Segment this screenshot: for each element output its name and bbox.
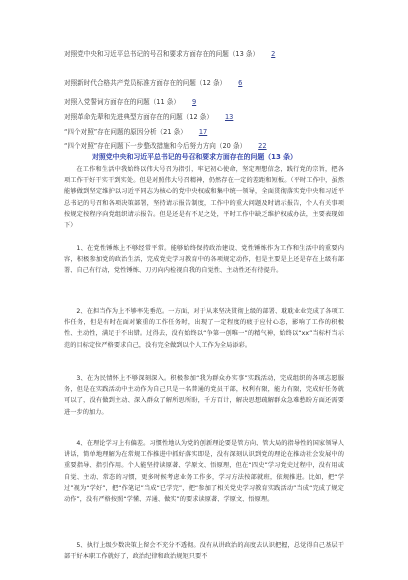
toc-item[interactable] [64,50,275,59]
toc-item[interactable] [64,113,233,122]
toc-item-page-link[interactable]: 17 [198,128,208,136]
body-paragraph: 在工作和生活中我始终以伟大号召为指引，牢记初心使命，坚定理想信念，践行党的宗旨，把各项工作干好干实干到实处。但是对照伟大号召精神，仍然存在一定的差距和短板。（平时工作中，虽然能够做到坚定维护以习近平同志为核心的党中央权威和集中统一领导，全面贯彻落实党中央和习近平总书记的号召和各项决策部署，坚持请示报告制度，工作中的重大问题及时请示报告，个人有关事项按规定按程序向党组织请示报告。但是还是有不足之处，平时工作中缺乏维护权威办法，主要表现如下） [64,166,344,230]
toc-item-title[interactable]: “四个对照”存在问题的原因分析（21 条） [64,128,187,136]
toc-item[interactable] [64,128,207,137]
body-paragraph: 1、在党性锤炼上不够经常平常。能够始终保持政治建设、党性锤炼作为工作和生活中的重要内容，积极参加党的政治生活，完成党史学习教育中的各项规定动作，但是主要是上还是存在上级有部署、自己有行动，党性锤炼、刀刃向内检视自我的自觉性、主动性还有待提升。 [64,245,344,275]
body-paragraph: 2、在担当作为上不够率先垂范。一方面，对于从来坚决贯彻上级的部署、耽耽业业完成了各项工作任务，但是有时在面对繁重的工作任务时，出现了一定程度的疲于应付心态，影响了工作的积极性、主动性，满足于不出错。过得去，没有始终以“争第一创唯一”的精气神，始终以“xx”当标杆当示范的目标定位严格要求自己，没有完全做到以个人工作为全局添彩。 [64,308,344,349]
toc-item[interactable] [64,98,196,107]
toc-item[interactable] [64,79,242,88]
toc-item[interactable] [64,142,267,151]
toc-item-title[interactable]: 对照党中央和习近平总书记的号召和要求方面存在的问题（13 条） [64,50,260,58]
body-paragraph: 3、在为民情怀上不够深刻深入。积极参加“我为群众办实事”实践活动，完成组织的各项志愿服务，但是在实践活动中主动作为自己只是一名普通的党员干部，权利有限，能力有限，完成好任务就可以了，没有做到主动、深入群众了解所思所盼，千方百计，解决思想疏解群众急难愁盼方面还需要进一步的加力。 [64,375,344,416]
toc-item-title[interactable]: “四个对照”存在问题下一步整改措施和今后努力方向（20 条） [64,142,247,150]
body-paragraph: 4、在理论学习上有偏差。习惯性地认为党的创新理论要是管方向、管大局的指导性的国家领导人讲话，简单地理解为在常规工作推进中抓好落实即是，没有深刻认识到党的理论在推动社会发展中的重要指导、指引作用。个人能坚持读原著、学原文、悟原理，但在“四史”学习党史过程中，没有用或自觉、主动、常态的习惯，更多时候考虑业务工作多，学习方法按部就班，依规推进。比如，把“学过”视为“学好”，把“作笔记”当成“已学完”，把“参加了相关党史学习教育实践活动”当成“完成了规定动作”，没有严格按照“学懂、弄通、做实”的要求读原著、学原文、悟原理。 [64,440,344,504]
section-heading: 对照党中央和习近平总书记的号召和要求方面存在的问题（13 条） [92,153,297,161]
toc-item-page-link[interactable]: 13 [224,113,234,121]
body-paragraph: 5、执行上级少数决策上留会不充分不透彻。没有从讲政治的高度去认识把握，总觉得自己基层干部干好本职工作就好了，政治纪律和政治规矩只要不 [64,542,344,561]
toc-item-page-link[interactable]: 22 [258,142,267,150]
toc-item-title[interactable]: 对照革命先辈和先进典型方面存在的问题（12 条） [64,113,213,121]
toc-item-title[interactable]: 对照新时代合格共产党员标准方面存在的问题（12 条） [64,79,227,87]
toc-item-page-link[interactable]: 6 [238,79,243,87]
toc-item-page-link[interactable]: 2 [271,50,276,58]
toc-item-title[interactable]: 对照入党誓词方面存在的问题（11 条） [64,98,180,106]
toc-item-page-link[interactable]: 9 [192,98,197,106]
